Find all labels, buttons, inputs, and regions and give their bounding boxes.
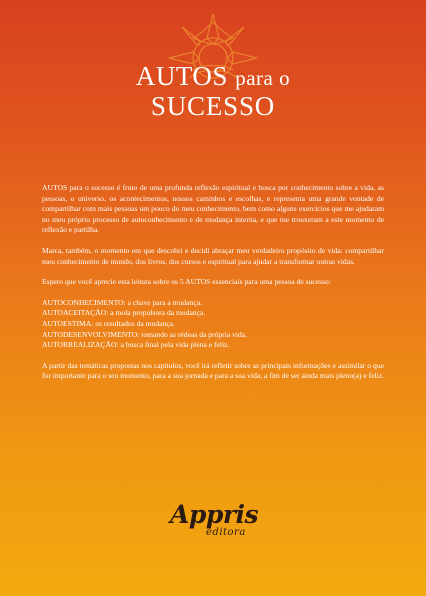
paragraph-1: AUTOS para o sucesso é fruto de uma profunda reflexão espiritual e busca por conhecimento sobre a vida, as pessoas, o universo, os acontecimentos, nossos caminhos e escolhas, e representa uma grande vontade de compartilhar com mais pessoas um pouco do meu conhecimento, bem como alguns exercícios que me ajudaram no meu próprio processo de autoconhecimento e de mudança interna, e que me trouxeram a este momento de reflexão e partilha. [42, 183, 384, 235]
list-item: AUTORREALIZAÇÃO: a busca final pela vida plena e feliz. [42, 340, 230, 350]
list-item: AUTOESTIMA: os resultados da mudança. [42, 318, 175, 328]
title-connector: para o [235, 66, 291, 90]
book-title [0, 62, 426, 121]
list-item: AUTOCONHECIMENTO: a chave para a mudança. [42, 297, 202, 307]
paragraph-2: Marca, também, o momento em que descobri e decidi abraçar meu verdadeiro propósito de vida: compartilhar meu conhecimento de mundo, dos livros, dos cursos e espiritual para ajudar a transformar outras vidas. [42, 245, 384, 266]
closing-paragraph: A partir das temáticas propostas nos capítulos, você irá refletir sobre as principais informações e assimilar o que for importante para o seu momento, para a sua jornada e para a sua vida, a fim de ser ainda mais pleno(a) e feliz. [42, 360, 384, 381]
autos-list [42, 298, 384, 351]
list-item: AUTODESENVOLVIMENTO: tomando as rédeas da própria vida. [42, 329, 248, 339]
logo-subtitle: editora [206, 527, 246, 538]
title-second: SUCESSO [150, 91, 276, 122]
list-item: AUTOACEITAÇÃO: a mola propulsora da mudança. [42, 308, 206, 318]
synopsis [42, 183, 384, 392]
paragraph-3: Espero que você aprecie esta leitura sobre os 5 AUTOS essenciais para uma pessoa de sucesso: [42, 277, 331, 287]
title-main: AUTOS [135, 61, 228, 91]
logo-wordmark: Appris [170, 500, 259, 529]
publisher-logo [166, 500, 266, 550]
